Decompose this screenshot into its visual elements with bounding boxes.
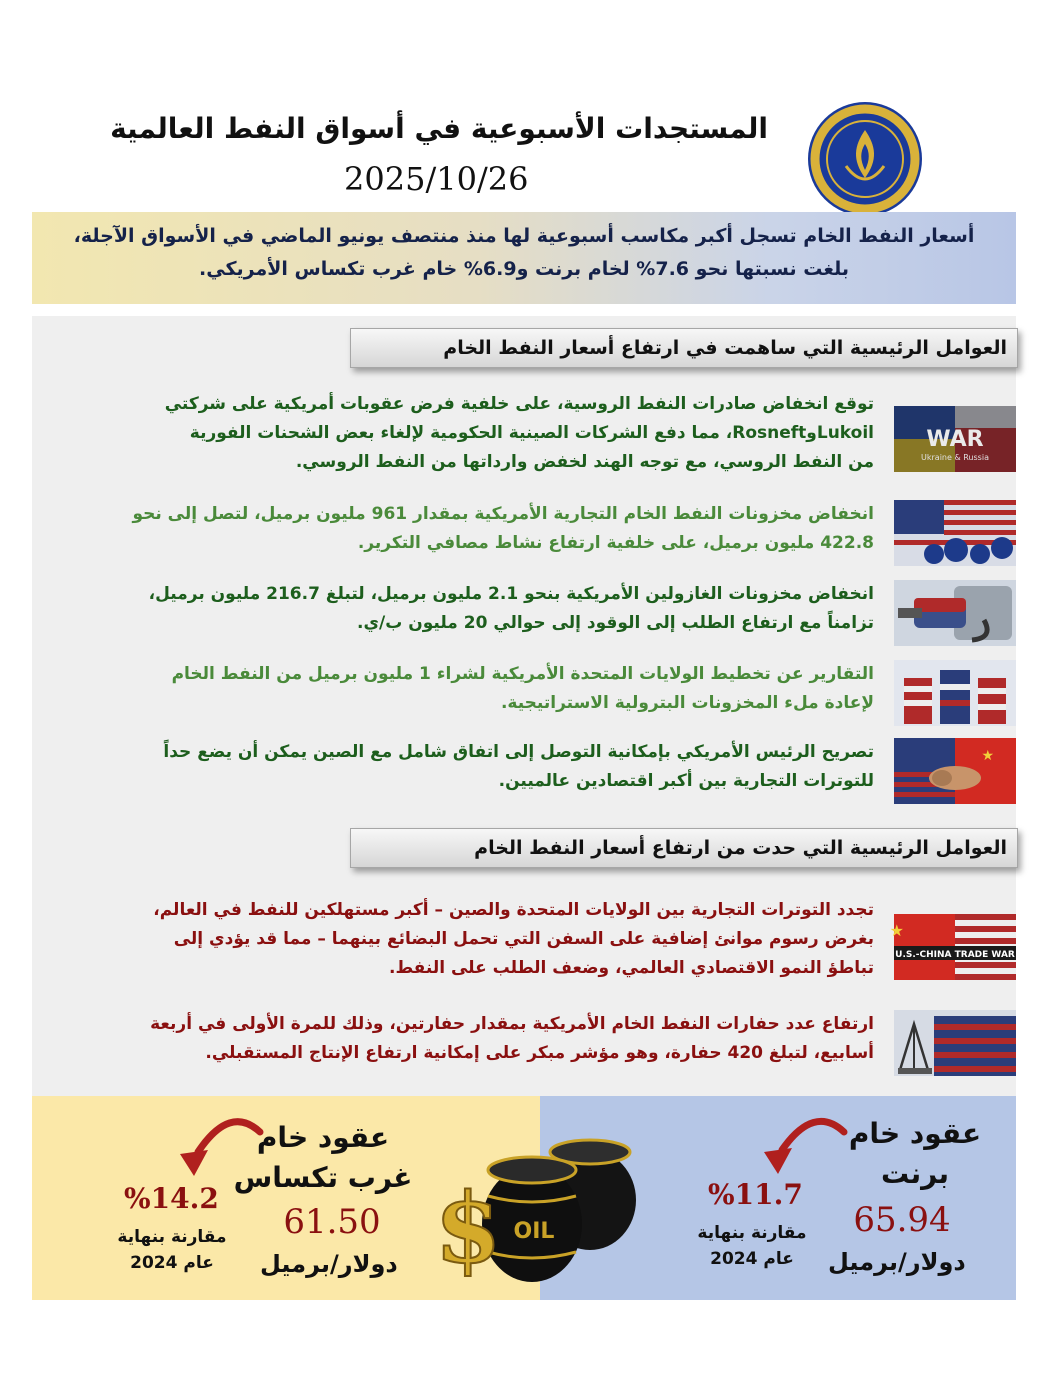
brent-name-line-1: عقود خام [848,1117,982,1150]
rise-factor-5-line-2: للتوترات التجارية بين أكبر اقتصادين عالميين. [498,771,874,791]
oil-rigs-image [894,1010,1016,1076]
brent-compare-line-1: مقارنة بنهاية [697,1223,807,1243]
us-china-handshake-image [894,738,1016,804]
section-heading-price-rise: العوامل الرئيسية التي ساهمت في ارتفاع أسعار النفط الخام [350,328,1018,368]
rise-factor-3-line-1: انخفاض مخزونات الغازولين الأمريكية بنحو 2.1 مليون برميل، لتبلغ 216.7 مليون برميل، [148,584,874,604]
rise-factor-1-line-1: توقع انخفاض صادرات النفط الروسية، على خلفية فرض عقوبات أمريكية على شركتي [164,394,874,414]
rise-factor-1 [44,390,874,477]
wti-price: 61.50 [283,1202,381,1242]
war-ukraine-russia-image [894,406,1016,472]
barrel-oil-text: OIL [513,1219,555,1244]
svg-text:★: ★ [889,921,904,940]
rise-factor-2-line-1: انخفاض مخزونات النفط الخام التجارية الأمريكية بمقدار 961 مليون برميل، لتصل إلى نحو [132,504,874,524]
banner-line-2: بلغت نسبتها نحو 7.6% لخام برنت و6.9% خام غرب تكساس الأمريكي. [199,258,849,280]
summary-banner [32,212,1016,304]
rise-factor-4 [44,660,874,718]
limit-factor-1-line-1: تجدد التوترات التجارية بين الولايات المتحدة والصين – أكبر مستهلكين للنفط في العالم، [153,900,874,920]
rise-factor-5 [44,738,874,796]
oil-barrels-dollar-image [434,1112,652,1290]
brent-name [840,1114,990,1194]
limit-factor-2 [44,1010,874,1068]
strategic-reserve-barrels-image [894,660,1016,726]
brent-change: %11.7 [708,1178,803,1211]
war-image-text: WAR [926,427,984,452]
wti-down-arrow-icon [168,1108,268,1180]
limit-factor-1 [44,896,874,983]
banner-line-1: أسعار النفط الخام تسجل أكبر مكاسب أسبوعية لها منذ منتصف يونيو الماضي في الأسواق الآجلة، [73,225,975,247]
brent-unit: دولار/برميل [828,1248,966,1276]
wti-change: %14.2 [124,1182,219,1215]
oapec-logo [806,100,924,218]
rise-factor-5-line-1: تصريح الرئيس الأمريكي بإمكانية التوصل إلى اتفاق شامل مع الصين يمكن أن يضع حداً [163,742,874,762]
rise-factor-1-line-2: LukoilوRosneft، مما دفع الشركات الصينية الحكومية لإلغاء بعض الشحنات الفورية [189,423,874,443]
brent-price: 65.94 [853,1200,951,1240]
limit-factor-2-line-2: أسابيع، لتبلغ 420 حفارة، وهو مؤشر مبكر على إمكانية ارتفاع الإنتاج المستقبلي. [205,1043,874,1063]
limit-factor-1-line-2: بغرض رسوم موانئ إضافية على السفن التي تحمل البضائع بينهما – مما قد يؤدي إلى [173,929,874,949]
war-image-subtext: Ukraine & Russia [921,453,989,462]
wti-name-line-1: عقود خام [256,1121,390,1154]
trade-war-image-text: U.S.-CHINA TRADE WAR [895,950,1015,960]
rise-factor-3 [44,580,874,638]
svg-text:$: $ [434,1172,502,1285]
limit-factor-1-line-3: تباطؤ النمو الاقتصادي العالمي، وضعف الطلب على النفط. [389,958,874,978]
limit-factor-2-line-1: ارتفاع عدد حفارات النفط الخام الأمريكية بمقدار حفارتين، وذلك للمرة الأولى في أربعة [150,1014,874,1034]
rise-factor-4-line-1: التقارير عن تخطيط الولايات المتحدة الأمريكية لشراء 1 مليون برميل من النفط الخام [171,664,874,684]
wti-comparison [104,1224,240,1276]
gasoline-pump-image [894,580,1016,646]
wti-compare-line-1: مقارنة بنهاية [117,1227,227,1247]
wti-compare-line-2: عام 2024 [130,1253,214,1273]
section-heading-price-limit: العوامل الرئيسية التي حدت من ارتفاع أسعار النفط الخام [350,828,1018,868]
brent-compare-line-2: عام 2024 [710,1249,794,1269]
brent-comparison [688,1220,816,1272]
brent-name-line-2: برنت [880,1157,950,1190]
brent-down-arrow-icon [752,1108,852,1178]
us-china-trade-war-image [889,914,1016,980]
rise-factor-2-line-2: 422.8 مليون برميل، على خلفية ارتفاع نشاط مصافي التكرير. [357,533,874,553]
rise-factor-4-line-2: لإعادة ملء المخزونات البترولية الاستراتيجية. [500,693,874,713]
rise-factor-1-line-3: من النفط الروسي، مع توجه الهند لخفض وارداتها من النفط الروسي. [295,452,874,472]
us-crude-stocks-image [894,500,1016,566]
wti-name-line-2: غرب تكساس [233,1161,413,1194]
svg-text:★: ★ [981,748,994,764]
page-title: المستجدات الأسبوعية في أسواق النفط العالمية [110,112,768,145]
report-date: 2025/10/26 [344,160,529,198]
rise-factor-3-line-2: تزامناً مع ارتفاع الطلب إلى الوقود إلى حوالي 20 مليون ب/ي. [357,613,874,633]
rise-factor-2 [44,500,874,558]
wti-unit: دولار/برميل [260,1250,398,1278]
